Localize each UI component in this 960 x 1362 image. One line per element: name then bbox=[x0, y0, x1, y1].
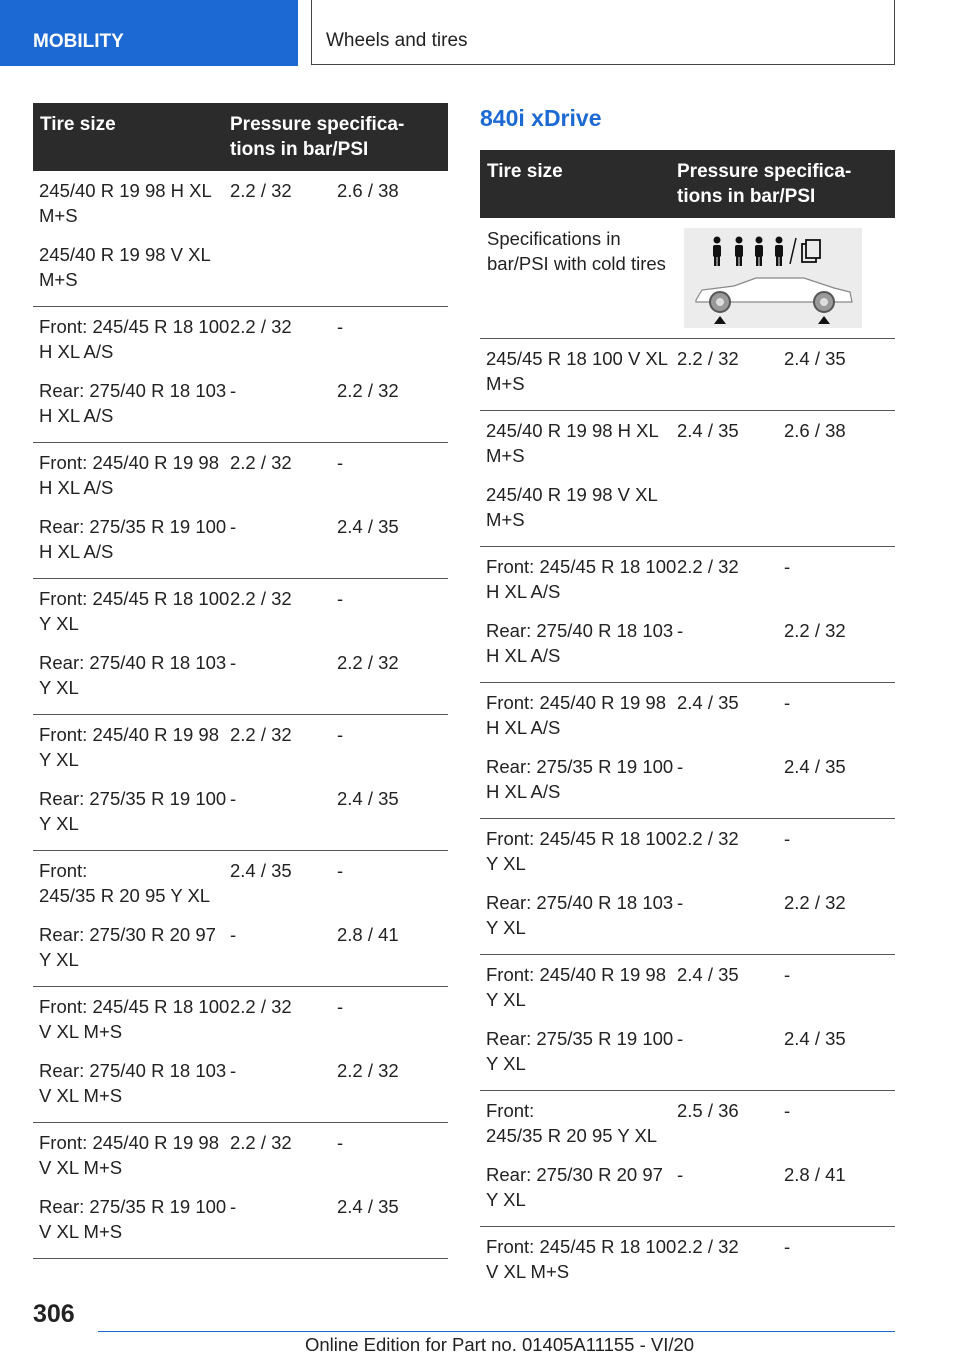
pressure-rear-cell: - bbox=[337, 452, 344, 473]
pressure-rear-cell: - bbox=[784, 828, 791, 849]
table-row bbox=[480, 1234, 895, 1298]
table-group bbox=[33, 851, 448, 987]
table-group bbox=[33, 715, 448, 851]
table-row bbox=[480, 418, 895, 482]
table-row bbox=[33, 586, 448, 650]
load-pictogram bbox=[684, 228, 862, 328]
pressure-rear-cell: - bbox=[784, 1100, 791, 1121]
tire-size-cell: 245/40 R 19 98 H XL M+S bbox=[486, 420, 659, 466]
tire-size-cell: Rear: 275/40 R 18 103 H XL A/S bbox=[39, 380, 227, 426]
pressure-rear-cell: - bbox=[337, 724, 344, 745]
tire-size-cell: Front: 245/45 R 18 100 V XL M+S bbox=[39, 996, 230, 1042]
tire-size-cell: Rear: 275/35 R 19 100 Y XL bbox=[486, 1028, 674, 1074]
pressure-front-cell bbox=[230, 242, 337, 292]
pressure-front-cell: 2.2 / 32 bbox=[230, 180, 292, 201]
pressure-rear-cell: - bbox=[337, 1132, 344, 1153]
tire-size-cell: Front: 245/35 R 20 95 Y XL bbox=[486, 1100, 658, 1146]
right-column bbox=[480, 103, 895, 1298]
table-row bbox=[480, 890, 895, 954]
tire-size-cell: Front: 245/45 R 18 100 H XL A/S bbox=[39, 316, 230, 362]
pressure-front-cell: - bbox=[230, 380, 237, 401]
person-icons bbox=[713, 237, 783, 267]
pressure-front-cell: 2.2 / 32 bbox=[677, 1236, 739, 1257]
pressure-rear-cell: - bbox=[337, 996, 344, 1017]
table-row bbox=[33, 1058, 448, 1122]
pressure-rear-cell: - bbox=[784, 556, 791, 577]
tire-size-cell: Rear: 275/35 R 19 100 Y XL bbox=[39, 788, 227, 834]
tire-size-cell: Rear: 275/40 R 18 103 Y XL bbox=[39, 652, 227, 698]
tire-size-cell: 245/40 R 19 98 V XL M+S bbox=[486, 484, 658, 530]
table-group bbox=[480, 339, 895, 411]
footer-edition: Online Edition for Part no. 01405A11155 - VI/20 bbox=[305, 1334, 695, 1355]
pressure-rear-cell: 2.6 / 38 bbox=[784, 420, 846, 441]
pressure-front-cell: 2.2 / 32 bbox=[230, 1132, 292, 1153]
spec-text: Specifications in bar/PSI with cold tires bbox=[487, 228, 666, 274]
table-row bbox=[33, 1194, 448, 1258]
pressure-rear-cell: 2.4 / 35 bbox=[337, 516, 399, 537]
pressure-rear-cell: 2.2 / 32 bbox=[337, 380, 399, 401]
pressure-front-cell: 2.2 / 32 bbox=[677, 556, 739, 577]
table-row bbox=[480, 554, 895, 618]
pressure-front-cell: 2.4 / 35 bbox=[677, 420, 739, 441]
pressure-rear-cell: - bbox=[784, 964, 791, 985]
table-row bbox=[33, 378, 448, 442]
pressure-rear-cell: 2.8 / 41 bbox=[784, 1164, 846, 1185]
pressure-front-cell: - bbox=[677, 892, 684, 913]
tire-size-cell: Front: 245/40 R 19 98 V XL M+S bbox=[39, 1132, 219, 1178]
pressure-rear-cell: 2.6 / 38 bbox=[337, 180, 399, 201]
table-header bbox=[480, 150, 895, 218]
page-header bbox=[0, 0, 960, 66]
tire-size-cell: Rear: 275/30 R 20 97 Y XL bbox=[39, 924, 216, 970]
pressure-front-cell: - bbox=[677, 756, 684, 777]
tire-size-cell: Rear: 275/40 R 18 103 V XL M+S bbox=[39, 1060, 227, 1106]
tire-size-cell: Rear: 275/30 R 20 97 Y XL bbox=[486, 1164, 663, 1210]
table-group bbox=[480, 547, 895, 683]
table-row bbox=[480, 962, 895, 1026]
pressure-front-cell bbox=[677, 482, 784, 532]
table-group bbox=[33, 1123, 448, 1259]
tire-size-cell: Rear: 275/35 R 19 100 V XL M+S bbox=[39, 1196, 227, 1242]
table-row bbox=[480, 618, 895, 682]
column-header-pressure: Pressure specifica- tions in bar/PSI bbox=[677, 161, 852, 207]
column-header-tire: Tire size bbox=[40, 114, 116, 135]
table-body bbox=[33, 171, 448, 1259]
pressure-front-cell: 2.5 / 36 bbox=[677, 1100, 739, 1121]
pressure-front-cell: 2.2 / 32 bbox=[677, 828, 739, 849]
table-group bbox=[480, 1091, 895, 1227]
pressure-front-cell: 2.2 / 32 bbox=[230, 316, 292, 337]
column-header-tire: Tire size bbox=[487, 161, 563, 182]
table-row bbox=[480, 1026, 895, 1090]
pressure-front-cell: 2.4 / 35 bbox=[677, 964, 739, 985]
section-label: MOBILITY bbox=[0, 0, 298, 66]
table-row bbox=[480, 826, 895, 890]
pressure-front-cell: - bbox=[230, 924, 237, 945]
pressure-front-cell: - bbox=[230, 1196, 237, 1217]
page-number: 306 bbox=[33, 1300, 75, 1328]
tire-size-cell: Rear: 275/40 R 18 103 Y XL bbox=[486, 892, 674, 938]
pressure-front-cell: 2.2 / 32 bbox=[230, 996, 292, 1017]
pressure-front-cell: - bbox=[677, 1028, 684, 1049]
table-group bbox=[480, 683, 895, 819]
pressure-rear-cell bbox=[337, 242, 448, 292]
page-title: Wheels and tires bbox=[311, 0, 895, 65]
tire-size-cell: Front: 245/35 R 20 95 Y XL bbox=[39, 860, 211, 906]
table-group bbox=[480, 955, 895, 1091]
table-row bbox=[33, 722, 448, 786]
table-row bbox=[480, 346, 895, 410]
table-group bbox=[480, 411, 895, 547]
pressure-rear-cell bbox=[784, 482, 895, 532]
table-row bbox=[33, 858, 448, 922]
pressure-front-cell: - bbox=[230, 1060, 237, 1081]
pressure-rear-cell: 2.4 / 35 bbox=[784, 756, 846, 777]
table-group bbox=[33, 307, 448, 443]
table-row bbox=[33, 1130, 448, 1194]
table-group bbox=[33, 171, 448, 307]
pressure-front-cell: 2.2 / 32 bbox=[230, 724, 292, 745]
pressure-rear-cell: - bbox=[337, 860, 344, 881]
table-row bbox=[480, 1098, 895, 1162]
column-header-pressure: Pressure specifica- tions in bar/PSI bbox=[230, 114, 405, 160]
pressure-rear-cell: 2.4 / 35 bbox=[784, 348, 846, 369]
table-row bbox=[480, 1162, 895, 1226]
table-row bbox=[480, 482, 895, 546]
pressure-front-cell: - bbox=[230, 516, 237, 537]
table-group bbox=[33, 443, 448, 579]
footer-divider bbox=[98, 1331, 895, 1332]
pressure-front-cell: 2.2 / 32 bbox=[230, 452, 292, 473]
left-column bbox=[33, 103, 448, 1259]
tire-size-cell: Front: 245/40 R 19 98 Y XL bbox=[486, 964, 666, 1010]
tire-size-cell: Rear: 275/35 R 19 100 H XL A/S bbox=[486, 756, 674, 802]
pressure-front-cell: 2.2 / 32 bbox=[230, 588, 292, 609]
pressure-rear-cell: 2.2 / 32 bbox=[337, 652, 399, 673]
pressure-rear-cell: 2.2 / 32 bbox=[784, 620, 846, 641]
tire-size-cell: 245/40 R 19 98 H XL M+S bbox=[39, 180, 212, 226]
pressure-rear-cell: - bbox=[784, 1236, 791, 1257]
pressure-rear-cell: 2.2 / 32 bbox=[337, 1060, 399, 1081]
car-load-icon bbox=[684, 228, 862, 328]
table-row bbox=[33, 314, 448, 378]
table-group bbox=[480, 1227, 895, 1298]
luggage-icon bbox=[802, 240, 820, 262]
pressure-front-cell: 2.4 / 35 bbox=[230, 860, 292, 881]
table-row bbox=[33, 922, 448, 986]
pressure-rear-cell: 2.2 / 32 bbox=[784, 892, 846, 913]
pressure-front-cell: - bbox=[677, 1164, 684, 1185]
tire-size-cell: Front: 245/45 R 18 100 Y XL bbox=[39, 588, 230, 634]
table-group bbox=[33, 987, 448, 1123]
tire-size-cell: Front: 245/45 R 18 100 V XL M+S bbox=[486, 1236, 677, 1282]
tire-size-cell: Front: 245/40 R 19 98 H XL A/S bbox=[486, 692, 666, 738]
table-row bbox=[480, 754, 895, 818]
pressure-front-cell: - bbox=[230, 652, 237, 673]
spec-row bbox=[480, 218, 895, 339]
pressure-rear-cell: 2.4 / 35 bbox=[784, 1028, 846, 1049]
pressure-front-cell: - bbox=[677, 620, 684, 641]
table-row bbox=[33, 450, 448, 514]
pressure-rear-cell: - bbox=[337, 316, 344, 337]
table-group bbox=[480, 819, 895, 955]
tire-size-cell: 245/45 R 18 100 V XL M+S bbox=[486, 348, 668, 394]
tire-size-cell: Front: 245/40 R 19 98 Y XL bbox=[39, 724, 219, 770]
table-row bbox=[33, 786, 448, 850]
table-row bbox=[480, 690, 895, 754]
pressure-rear-cell: 2.4 / 35 bbox=[337, 1196, 399, 1217]
tire-size-cell: Rear: 275/35 R 19 100 H XL A/S bbox=[39, 516, 227, 562]
table-header bbox=[33, 103, 448, 171]
tire-size-cell: Front: 245/40 R 19 98 H XL A/S bbox=[39, 452, 219, 498]
pressure-front-cell: - bbox=[230, 788, 237, 809]
pressure-front-cell: 2.2 / 32 bbox=[677, 348, 739, 369]
model-title: 840i xDrive bbox=[480, 105, 602, 131]
tire-size-cell: Front: 245/45 R 18 100 H XL A/S bbox=[486, 556, 677, 602]
tire-size-cell: Front: 245/45 R 18 100 Y XL bbox=[486, 828, 677, 874]
pressure-rear-cell: - bbox=[337, 588, 344, 609]
tire-size-cell: 245/40 R 19 98 V XL M+S bbox=[39, 244, 211, 290]
tire-size-cell: Rear: 275/40 R 18 103 H XL A/S bbox=[486, 620, 674, 666]
table-body bbox=[480, 339, 895, 1298]
pressure-rear-cell: - bbox=[784, 692, 791, 713]
table-row bbox=[33, 994, 448, 1058]
table-row bbox=[33, 242, 448, 306]
table-group bbox=[33, 579, 448, 715]
table-row bbox=[33, 650, 448, 714]
pressure-rear-cell: 2.8 / 41 bbox=[337, 924, 399, 945]
car-silhouette bbox=[696, 278, 852, 324]
table-row bbox=[33, 514, 448, 578]
pressure-rear-cell: 2.4 / 35 bbox=[337, 788, 399, 809]
table-row bbox=[33, 178, 448, 242]
pressure-front-cell: 2.4 / 35 bbox=[677, 692, 739, 713]
